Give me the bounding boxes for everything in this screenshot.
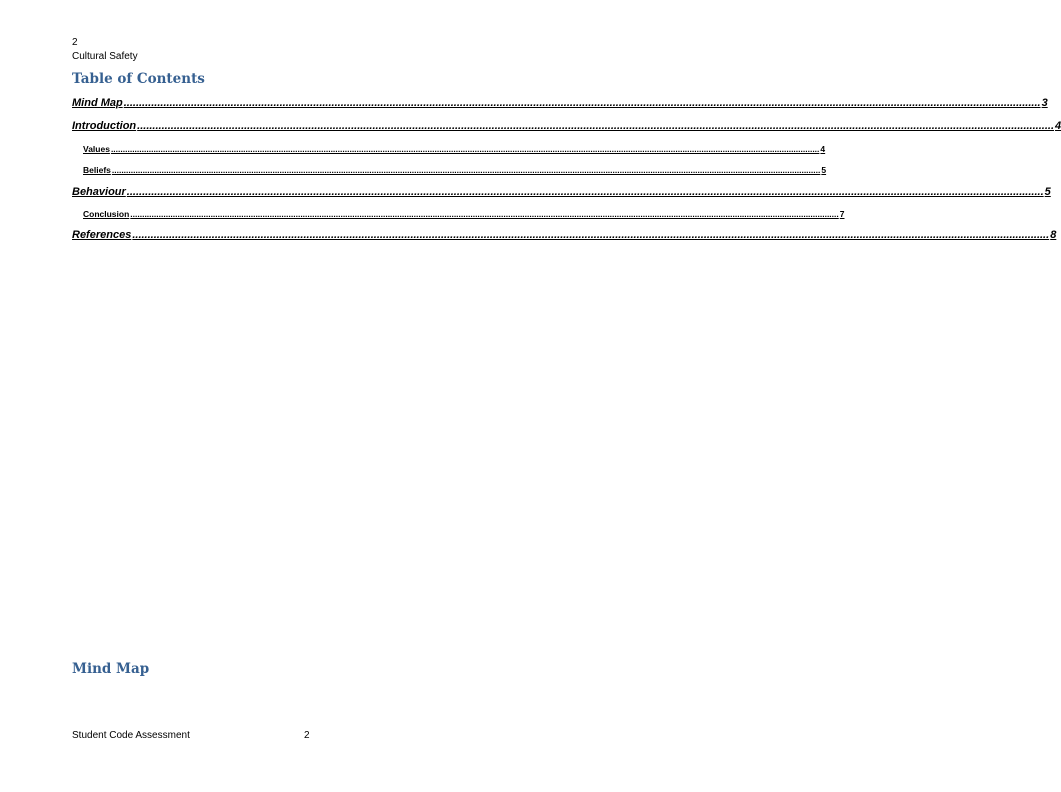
toc-entry-page: 7 bbox=[839, 209, 845, 219]
toc-entry-label: Introduction bbox=[72, 120, 137, 132]
toc-entry-label: Behaviour bbox=[72, 186, 126, 198]
header-running-title: Cultural Safety bbox=[72, 51, 138, 62]
toc-leader-dots: ............................................................................................................................................................................................................................................................................................................ bbox=[111, 165, 821, 175]
toc-entry-conclusion[interactable] bbox=[83, 209, 845, 219]
toc-heading: Table of Contents bbox=[72, 71, 205, 87]
toc-leader-dots: ............................................................................................................................................................................................................................................................................................................ bbox=[137, 120, 1055, 132]
footer-page-number: 2 bbox=[304, 730, 310, 741]
toc-entry-behaviour[interactable] bbox=[72, 186, 1051, 198]
header-page-number: 2 bbox=[72, 37, 78, 48]
toc-leader-dots: ............................................................................................................................................................................................................................................................................................................ bbox=[132, 229, 1050, 241]
toc-leader-dots: ............................................................................................................................................................................................................................................................................................................ bbox=[110, 144, 820, 154]
toc-entry-beliefs[interactable] bbox=[83, 165, 827, 175]
toc-leader-dots: ............................................................................................................................................................................................................................................................................................................ bbox=[130, 209, 839, 219]
toc-entry-label: Beliefs bbox=[83, 165, 111, 175]
toc-entry-page: 5 bbox=[821, 165, 827, 175]
toc-entry-label: Values bbox=[83, 144, 110, 154]
toc-entry-mind-map[interactable] bbox=[72, 97, 1048, 109]
toc-leader-dots: ............................................................................................................................................................................................................................................................................................................ bbox=[126, 186, 1044, 198]
toc-entry-introduction[interactable] bbox=[72, 120, 1061, 132]
toc-entry-references[interactable] bbox=[72, 229, 1057, 241]
toc-entry-label: Mind Map bbox=[72, 97, 123, 109]
toc-leader-dots: ............................................................................................................................................................................................................................................................................................................ bbox=[123, 97, 1041, 109]
toc-entry-page: 4 bbox=[1055, 120, 1061, 132]
toc-entry-label: Conclusion bbox=[83, 209, 130, 219]
toc-entry-page: 3 bbox=[1041, 97, 1048, 109]
toc-entry-label: References bbox=[72, 229, 132, 241]
toc-entry-page: 5 bbox=[1044, 186, 1051, 198]
toc-entry-values[interactable] bbox=[83, 144, 826, 154]
toc-entry-page: 8 bbox=[1050, 229, 1057, 241]
toc-entry-page: 4 bbox=[820, 144, 826, 154]
section-heading-mind-map: Mind Map bbox=[72, 661, 150, 677]
footer-text: Student Code Assessment bbox=[72, 730, 190, 741]
